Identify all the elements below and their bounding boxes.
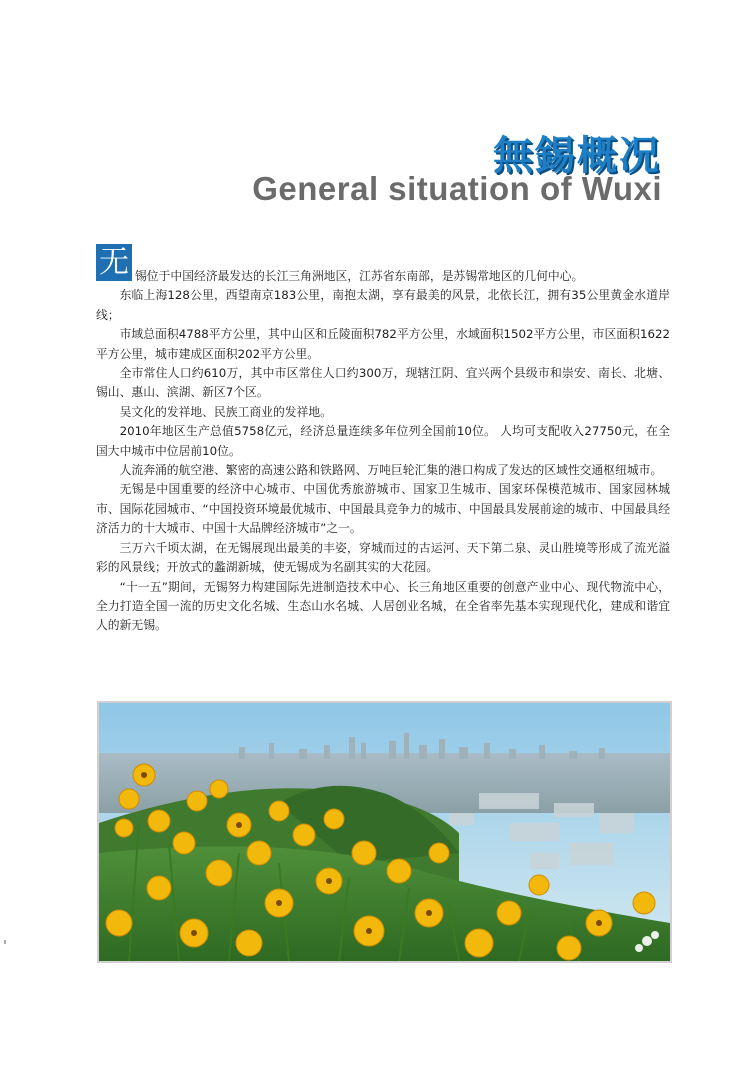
paragraph-transport: 人流奔涌的航空港、繁密的高速公路和铁路网、万吨巨轮汇集的港口构成了发达的区域性交通枢纽城市。 [119,463,663,478]
paragraph-population: 全市常住人口约610万，其中市区常住人口约300万，现辖江阴、宜兴两个县级市和崇安、南长、北塘、锡山、惠山、滨湖、新区7个区。 [96,366,670,400]
paragraph-neighbors: 东临上海128公里，西望南京183公里，南抱太湖，享有最美的风景，北依长江，拥有35公里黄金水道岸线； [96,288,670,322]
city-landscape-photo [97,701,672,963]
page-title-chinese: 無錫概况 [493,133,661,179]
paragraph-plan: “十一五”期间，无锡努力构建国际先进制造技术中心、长三角地区重要的创意产业中心、现代物流中心，全力打造全国一流的历史文化名城、生态山水名城、人居创业名城，在全省率先基本实现现代化，建成和谐宜人的新无锡。 [96,579,670,633]
paragraph-honors: 无锡是中国重要的经济中心城市、中国优秀旅游城市、国家卫生城市、国家环保模范城市、国家园林城市、国际花园城市、“中国投资环境最优城市、中国最具竞争力的城市、中国最具发展前途的城市、中国最具经济活力的十大城市、中国十大品牌经济城市”之一。 [96,482,670,536]
paragraph-culture: 吴文化的发祥地、民族工商业的发祥地。 [119,404,332,419]
dropcap-letter: 无 [96,244,132,281]
paragraph-area: 市域总面积4788平方公里，其中山区和丘陵面积782平方公里，水域面积1502平方公里，市区面积1622平方公里，城市建成区面积202平方公里。 [96,327,670,361]
landscape-illustration [99,703,670,961]
paragraph-scenery: 三万六千顷太湖，在无锡展现出最美的丰姿，穿城而过的古运河、天下第二泉、灵山胜境等形成了流光溢彩的风景线；开放式的蠡湖新城，使无锡成为名副其实的大花园。 [96,540,670,575]
paragraph-economy: 2010年地区生产总值5758亿元，经济总量连续多年位列全国前10位。 人均可支配收入27750元，在全国大中城市中位居前10位。 [96,424,670,458]
article-body [96,241,670,636]
page-title-english: General situation of Wuxi [252,170,662,207]
paragraph-location: 锡位于中国经济最发达的长江三角洲地区，江苏省东南部，是苏锡常地区的几何中心。 [135,269,584,283]
edge-mark [4,940,6,944]
